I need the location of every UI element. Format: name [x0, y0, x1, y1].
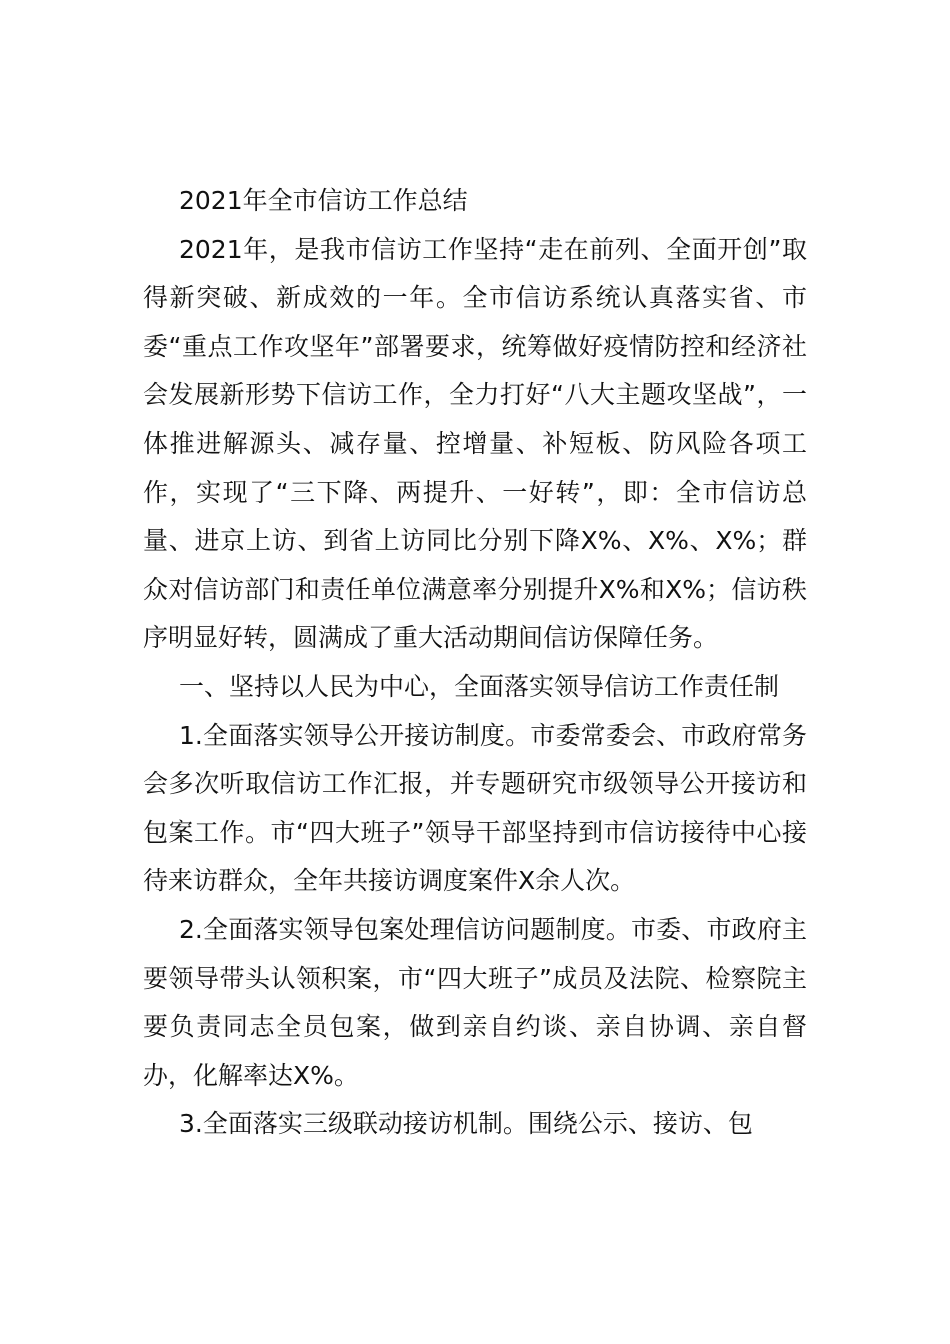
item-paragraph-1: 1.全面落实领导公开接访制度。市委常委会、市政府常务会多次听取信访工作汇报，并专题研究市级领导公开接访和包案工作。市“四大班子”领导干部坚持到市信访接待中心接待来访群众，全年共接访调度案件X余人次。	[143, 720, 807, 896]
document-body	[143, 177, 807, 1149]
document-title: 2021年全市信访工作总结	[179, 186, 468, 215]
section-heading-1: 一、坚持以人民为中心，全面落实领导信访工作责任制	[179, 671, 780, 701]
intro-paragraph: 2021年，是我市信访工作坚持“走在前列、全面开创”取得新突破、新成效的一年。全市信访系统认真落实省、市委“重点工作攻坚年”部署要求，统筹做好疫情防控和经济社会发展新形势下信访工作，全力打好“八大主题攻坚战”，一体推进解源头、减存量、控增量、补短板、防风险各项工作，实现了“三下降、两提升、一好转”，即：全市信访总量、进京上访、到省上访同比分别下降X%、X%、X%；群众对信访部门和责任单位满意率分别提升X%和X%；信访秩序明显好转，圆满成了重大活动期间信访保障任务。	[143, 234, 807, 653]
item-paragraph-3: 3.全面落实三级联动接访机制。围绕公示、接访、包	[179, 1109, 753, 1139]
item-paragraph-2: 2.全面落实领导包案处理信访问题制度。市委、市政府主要领导带头认领积案，市“四大班子”成员及法院、检察院主要负责同志全员包案，做到亲自约谈、亲自协调、亲自督办，化解率达X%。	[143, 914, 807, 1090]
